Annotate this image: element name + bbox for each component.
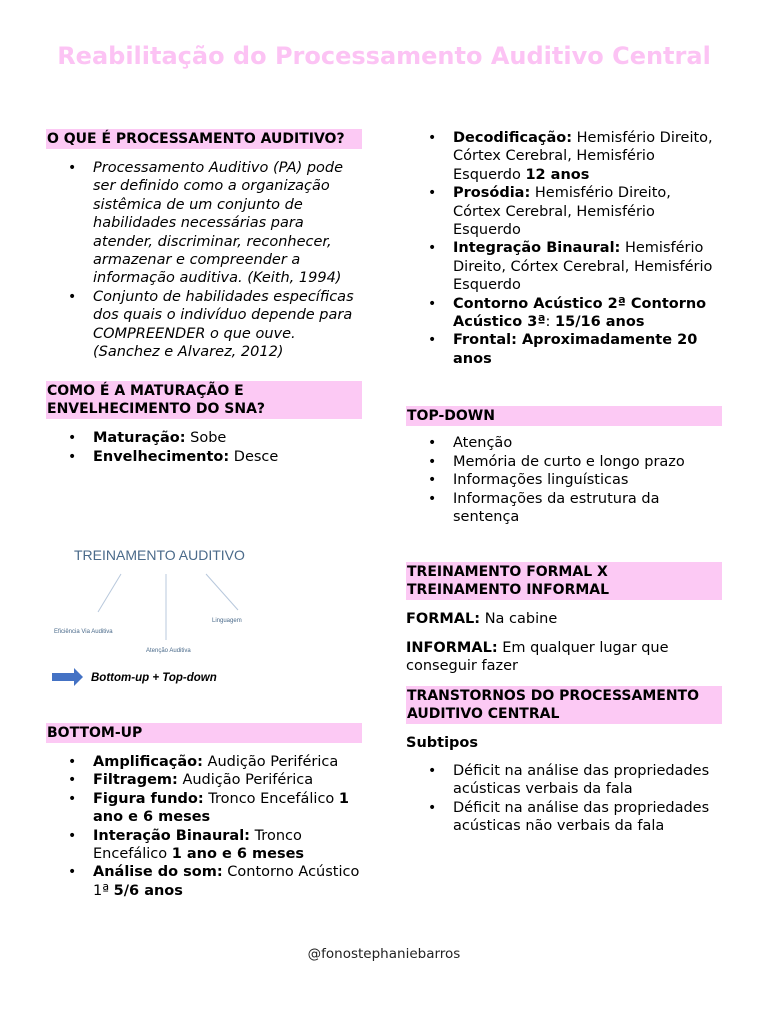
- list-item: • Déficit na análise das propriedades acústicas não verbais da fala: [406, 799, 722, 836]
- bottom-up-list: [46, 753, 362, 900]
- list-item: • Contorno Acústico 2ª Contorno Acústico 3ª: 15/16 anos: [406, 295, 722, 332]
- training-figure: [46, 540, 256, 690]
- bottom-up-section: [46, 723, 362, 900]
- list-item: • Envelhecimento: Desce: [46, 448, 362, 466]
- list-item: • Integração Binaural: Hemisfério Direito, Córtex Cerebral, Hemisfério Esquerdo: [406, 239, 722, 294]
- formal-line: FORMAL: Na cabine: [406, 611, 558, 628]
- list-item: • Memória de curto e longo prazo: [406, 453, 722, 471]
- list-item: • Interação Binaural: Tronco Encefálico 1 ano e 6 meses: [46, 827, 362, 864]
- list-item: • Informações da estrutura da sentença: [406, 490, 722, 527]
- what-is-list: [46, 159, 362, 361]
- right-column: [406, 129, 722, 836]
- section-heading-bottom-up: BOTTOM-UP: [46, 723, 362, 743]
- maturation-list: [46, 429, 362, 466]
- left-column: [46, 129, 362, 466]
- section-heading-maturation: COMO É A MATURAÇÃO E ENVELHECIMENTO DO SNA?: [46, 381, 362, 419]
- list-item: • Decodificação: Hemisfério Direito, Córtex Cerebral, Hemisfério Esquerdo 12 anos: [406, 129, 722, 184]
- disorders-list: [406, 762, 722, 836]
- section-heading-top-down: TOP-DOWN: [406, 406, 722, 426]
- list-item: • Déficit na análise das propriedades acústicas verbais da fala: [406, 762, 722, 799]
- list-item: • Conjunto de habilidades específicas dos quais o indivíduo depende para COMPREENDER o que ouve. (Sanchez e Alvarez, 2012): [46, 288, 362, 362]
- section-heading-what-is: O QUE É PROCESSAMENTO AUDITIVO?: [46, 129, 362, 149]
- list-item: • Informações linguísticas: [406, 471, 722, 489]
- list-item: • Maturação: Sobe: [46, 429, 362, 447]
- informal-line: INFORMAL: Em qualquer lugar que conseguir fazer: [406, 639, 669, 675]
- section-heading-training: TREINAMENTO FORMAL X TREINAMENTO INFORMAL: [406, 562, 722, 600]
- processing-list: [406, 129, 722, 368]
- figure-label-center: Atenção Auditiva: [146, 648, 191, 654]
- list-item: • Figura fundo: Tronco Encefálico 1 ano e 6 meses: [46, 790, 362, 827]
- list-item: • Filtragem: Audição Periférica: [46, 771, 362, 789]
- section-heading-disorders: TRANSTORNOS DO PROCESSAMENTO AUDITIVO CENTRAL: [406, 686, 722, 724]
- list-item: • Análise do som: Contorno Acústico 1ª 5/6 anos: [46, 863, 362, 900]
- list-item: • Prosódia: Hemisfério Direito, Córtex Cerebral, Hemisfério Esquerdo: [406, 184, 722, 239]
- page-title: Reabilitação do Processamento Auditivo Central: [57, 42, 711, 70]
- subtypes-label: Subtipos: [406, 734, 479, 751]
- list-item: • Atenção: [406, 434, 722, 452]
- top-down-list: [406, 434, 722, 526]
- footer-handle: @fonostephaniebarros: [307, 946, 461, 962]
- figure-title: TREINAMENTO AUDITIVO: [74, 547, 245, 563]
- figure-label-left: Eficiência Via Auditiva: [54, 629, 113, 635]
- figure-label-right: Linguagem: [212, 618, 242, 624]
- list-item: • Amplificação: Audição Periférica: [46, 753, 362, 771]
- figure-caption: Bottom-up + Top-down: [91, 672, 217, 684]
- list-item: • Frontal: Aproximadamente 20 anos: [406, 331, 722, 368]
- training-diagram: [46, 540, 256, 690]
- list-item: • Processamento Auditivo (PA) pode ser definido como a organização sistêmica de um conjunto de habilidades necessárias para atender, discriminar, reconhecer, armazenar e compreender a informação auditiva. (Keith, 1994): [46, 159, 362, 288]
